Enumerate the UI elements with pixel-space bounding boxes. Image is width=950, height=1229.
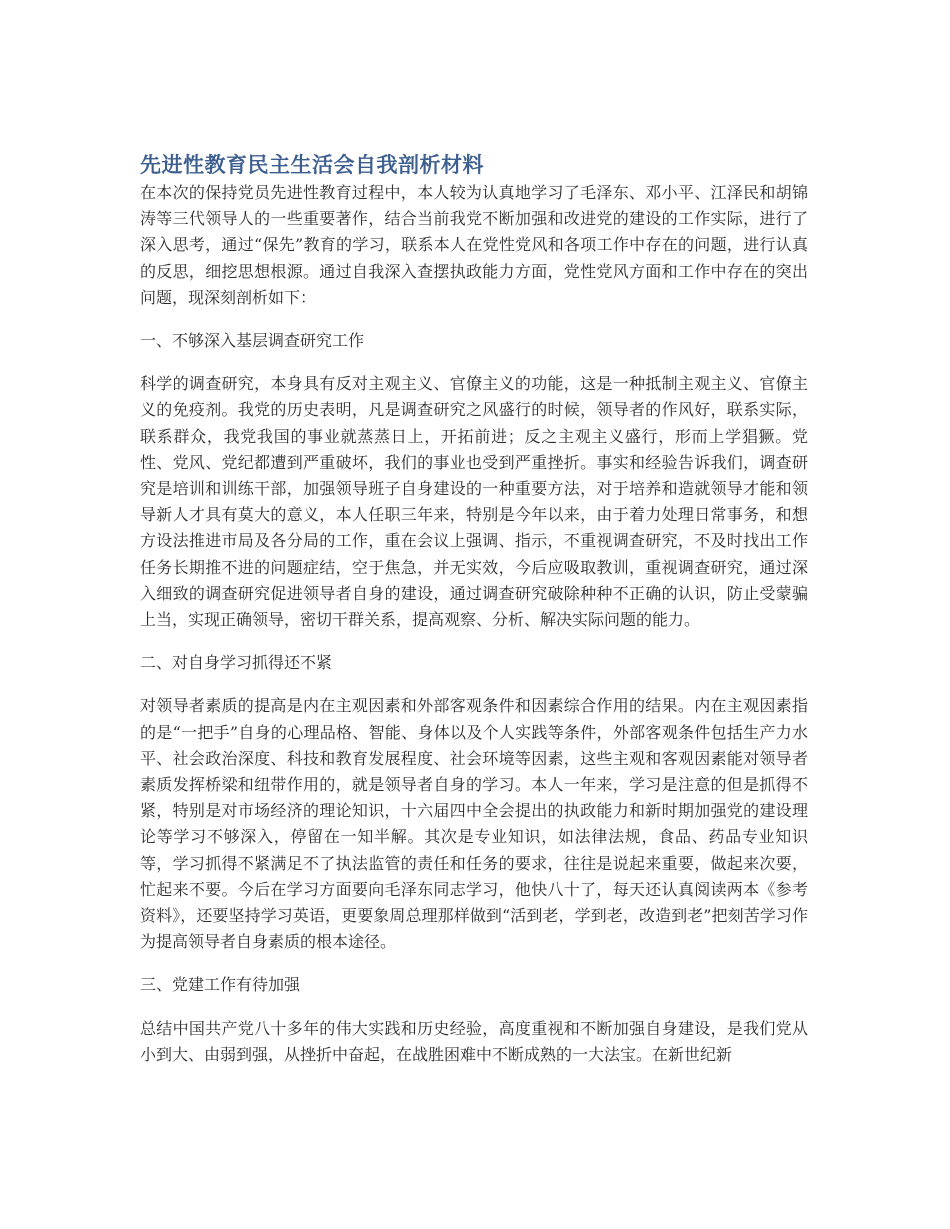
section-3-paragraph: 总结中国共产党八十多年的伟大实践和历史经验，高度重视和不断加强自身建设，是我们党从小到大、由弱到强，从挫折中奋起，在战胜困难中不断成熟的一大法宝。在新世纪新 <box>140 1018 808 1064</box>
section-1-paragraph: 科学的调查研究，本身具有反对主观主义、官僚主义的功能，这是一种抵制主观主义、官僚主义的免疫剂。我党的历史表明，凡是调查研究之风盛行的时候，领导者的作风好，联系实际，联系群众，我党我国的事业就蒸蒸日上，开拓前进；反之主观主义盛行，形而上学猖獗。党性、党风、党纪都遭到严重破坏，我们的事业也受到严重挫折。事实和经验告诉我们，调查研究是培训和训练干部，加强领导班子自身建设的一种重要方法，对于培养和造就领导才能和领导新人才具有莫大的意义，本人任职三年来，特别是今年以来，由于着力处理日常事务，和想方设法推进市局及各分局的工作，重在会议上强调、指示，不重视调查研究，不及时找出工作任务长期推不进的问题症结，空于焦急，并无实效，今后应吸取教训，重视调查研究，通过深入细致的调查研究促进领导者自身的建设，通过调查研究破除种种不正确的认识，防止受蒙骗上当，实现正确领导，密切干群关系，提高观察、分析、解决实际问题的能力。 <box>140 374 808 630</box>
section-1-heading: 一、不够深入基层调查研究工作 <box>140 331 365 351</box>
document-page <box>140 150 808 1085</box>
section-3-heading: 三、党建工作有待加强 <box>140 975 301 995</box>
section-2-heading: 二、对自身学习抓得还不紧 <box>140 653 333 673</box>
intro-paragraph: 在本次的保持党员先进性教育过程中，本人较为认真地学习了毛泽东、邓小平、江泽民和胡锦涛等三代领导人的一些重要著作，结合当前我党不断加强和改进党的建设的工作实际，进行了深入思考，通过“保先”教育的学习，联系本人在党性党风和各项工作中存在的问题，进行认真的反思，细挖思想根源。通过自我深入查摆执政能力方面，党性党风方面和工作中存在的突出问题，现深刻剖析如下： <box>140 183 808 307</box>
document-title: 先进性教育民主生活会自我剖析材料 <box>140 153 484 177</box>
section-2-paragraph: 对领导者素质的提高是内在主观因素和外部客观条件和因素综合作用的结果。内在主观因素指的是“一把手”自身的心理品格、智能、身体以及个人实践等条件，外部客观条件包括生产力水平、社会政治深度、科技和教育发展程度、社会环境等因素，这些主观和客观因素能对领导者素质发挥桥梁和纽带作用的，就是领导者自身的学习。本人一年来，学习是注意的但是抓得不紧，特别是对市场经济的理论知识，十六届四中全会提出的执政能力和新时期加强党的建设理论等学习不够深入，停留在一知半解。其次是专业知识，如法律法规，食品、药品专业知识等，学习抓得不紧满足不了执法监管的责任和任务的要求，往往是说起来重要，做起来次要，忙起来不要。今后在学习方面要向毛泽东同志学习，他快八十了，每天还认真阅读两本《参考资料》，还要坚持学习英语，更要象周总理那样做到“活到老，学到老，改造到老”把刻苦学习作为提高领导者自身素质的根本途径。 <box>140 696 808 952</box>
